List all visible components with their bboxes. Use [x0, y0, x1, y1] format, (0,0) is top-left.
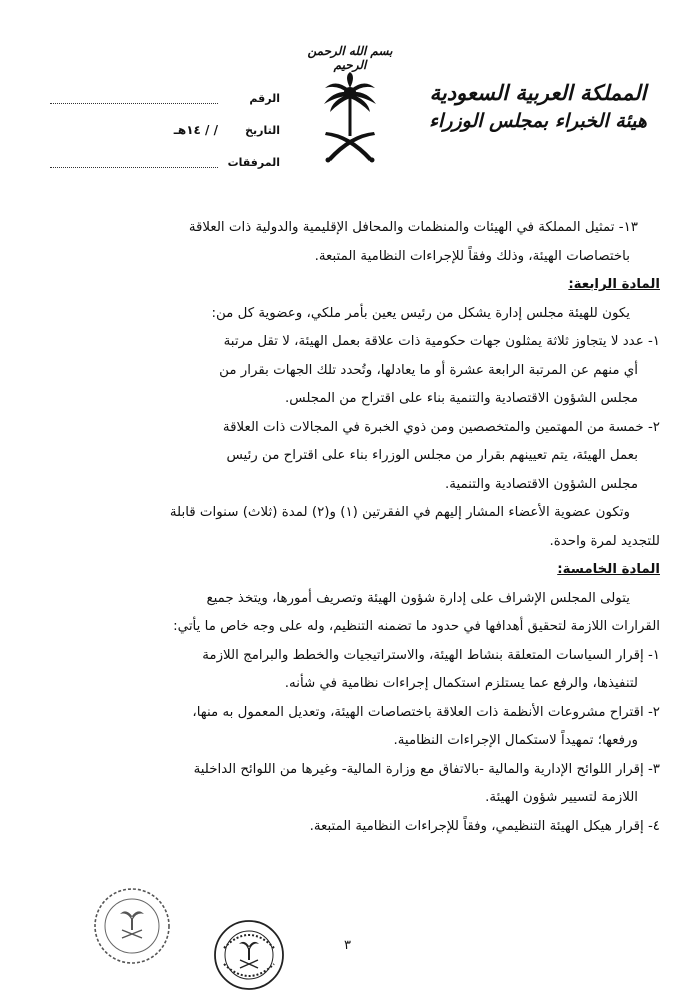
- country-name: المملكة العربية السعودية: [429, 80, 647, 105]
- article-5-item-2-line-2: ورفعها؛ تمهيداً لاستكمال الإجراءات النظامية.: [393, 733, 638, 748]
- article-4-term-line-2: للتجديد لمرة واحدة.: [549, 533, 660, 549]
- reference-block: [40, 82, 280, 178]
- attachments-row: [40, 146, 280, 178]
- ref-dotted-line: [50, 93, 218, 104]
- official-stamp-icon: [212, 918, 286, 992]
- date-row: [40, 114, 280, 146]
- article-5-intro-line-1: يتولى المجلس الإشراف على إدارة شؤون الهيئة وتصريف أمورها، ويتخذ جميع: [206, 590, 630, 606]
- article-4-item-1-line-1: ١- عدد لا يتجاوز ثلاثة يمثلون جهات حكومية ذات علاقة بعمل الهيئة، لا تقل مرتبة: [223, 334, 660, 349]
- date-value: / / ١٤هـ: [173, 123, 218, 137]
- article-5-item-2-line-1: ٢- اقتراح مشروعات الأنظمة ذات العلاقة باختصاصات الهيئة، وتعديل المعمول به منها،: [192, 704, 660, 720]
- article-5-item-3-line-1: ٣- إقرار اللوائح الإدارية والمالية -بالاتفاق مع وزارة المالية- وغيرها من اللوائح الداخلية: [193, 761, 660, 777]
- attachments-label: المرفقات: [227, 155, 280, 169]
- agency-name: هيئة الخبراء بمجلس الوزراء: [429, 110, 647, 132]
- basmala: بسم الله الرحمن الرحيم: [307, 44, 393, 72]
- article-4-item-2-line-3: مجلس الشؤون الاقتصادية والتنمية.: [445, 476, 638, 492]
- article-5-item-1-line-2: لتنفيذها، والرفع عما يستلزم استكمال إجراءات نظامية في شأنه.: [284, 676, 638, 691]
- official-seal-icon: [92, 886, 172, 966]
- page-number: ٣: [344, 938, 351, 953]
- article-4-intro: يكون للهيئة مجلس إدارة يشكل من رئيس يعين بأمر ملكي، وعضوية كل من:: [211, 305, 630, 321]
- palm-swords-emblem-icon: [322, 72, 378, 170]
- article-4-heading: المادة الرابعة:: [568, 277, 660, 292]
- article-4-item-2-line-1: ٢- خمسة من المهتمين والمتخصصين ومن ذوي الخبرة في المجالات ذات العلاقة: [222, 419, 660, 435]
- article-4-item-2-line-2: بعمل الهيئة، يتم تعيينهم بقرار من مجلس الوزراء بناء على اقتراح من رئيس: [226, 448, 638, 463]
- article-4-item-1-line-2: أي منهم عن المرتبة الرابعة عشرة أو ما يعادلها، وتُحدد تلك الجهات بقرار من: [219, 362, 638, 378]
- letterhead-title: [418, 80, 658, 134]
- ref-label: الرقم: [249, 91, 280, 105]
- article-5-item-4: ٤- إقرار هيكل الهيئة التنظيمي، وفقاً للإجراءات النظامية المتبعة.: [309, 818, 660, 834]
- ref-row: [40, 82, 280, 114]
- article-5-item-1-line-1: ١- إقرار السياسات المتعلقة بنشاط الهيئة، والاستراتيجيات والخطط والبرامج اللازمة: [202, 647, 660, 663]
- article-5-item-3-line-2: اللازمة لتسيير شؤون الهيئة.: [485, 790, 638, 805]
- article-5-intro-line-2: القرارات اللازمة لتحقيق أهدافها في حدود ما تضمنه التنظيم، وله على وجه خاص ما يأتي:: [173, 619, 660, 634]
- document-body: [40, 214, 660, 841]
- article-5-heading: المادة الخامسة:: [557, 562, 660, 577]
- date-label: التاريخ: [245, 123, 280, 137]
- item-13-line-1: ١٣- تمثيل المملكة في الهيئات والمنظمات والمحافل الإقليمية والدولية ذات العلاقة: [188, 220, 638, 235]
- item-13-line-2: باختصاصات الهيئة، وذلك وفقاً للإجراءات النظامية المتبعة.: [314, 248, 630, 264]
- article-4-term-line-1: وتكون عضوية الأعضاء المشار إليهم في الفقرتين (١) و(٢) لمدة (ثلاث) سنوات قابلة: [169, 505, 630, 520]
- attachments-dotted-line: [50, 157, 218, 168]
- article-4-item-1-line-3: مجلس الشؤون الاقتصادية والتنمية بناء على اقتراح من المجلس.: [285, 391, 638, 406]
